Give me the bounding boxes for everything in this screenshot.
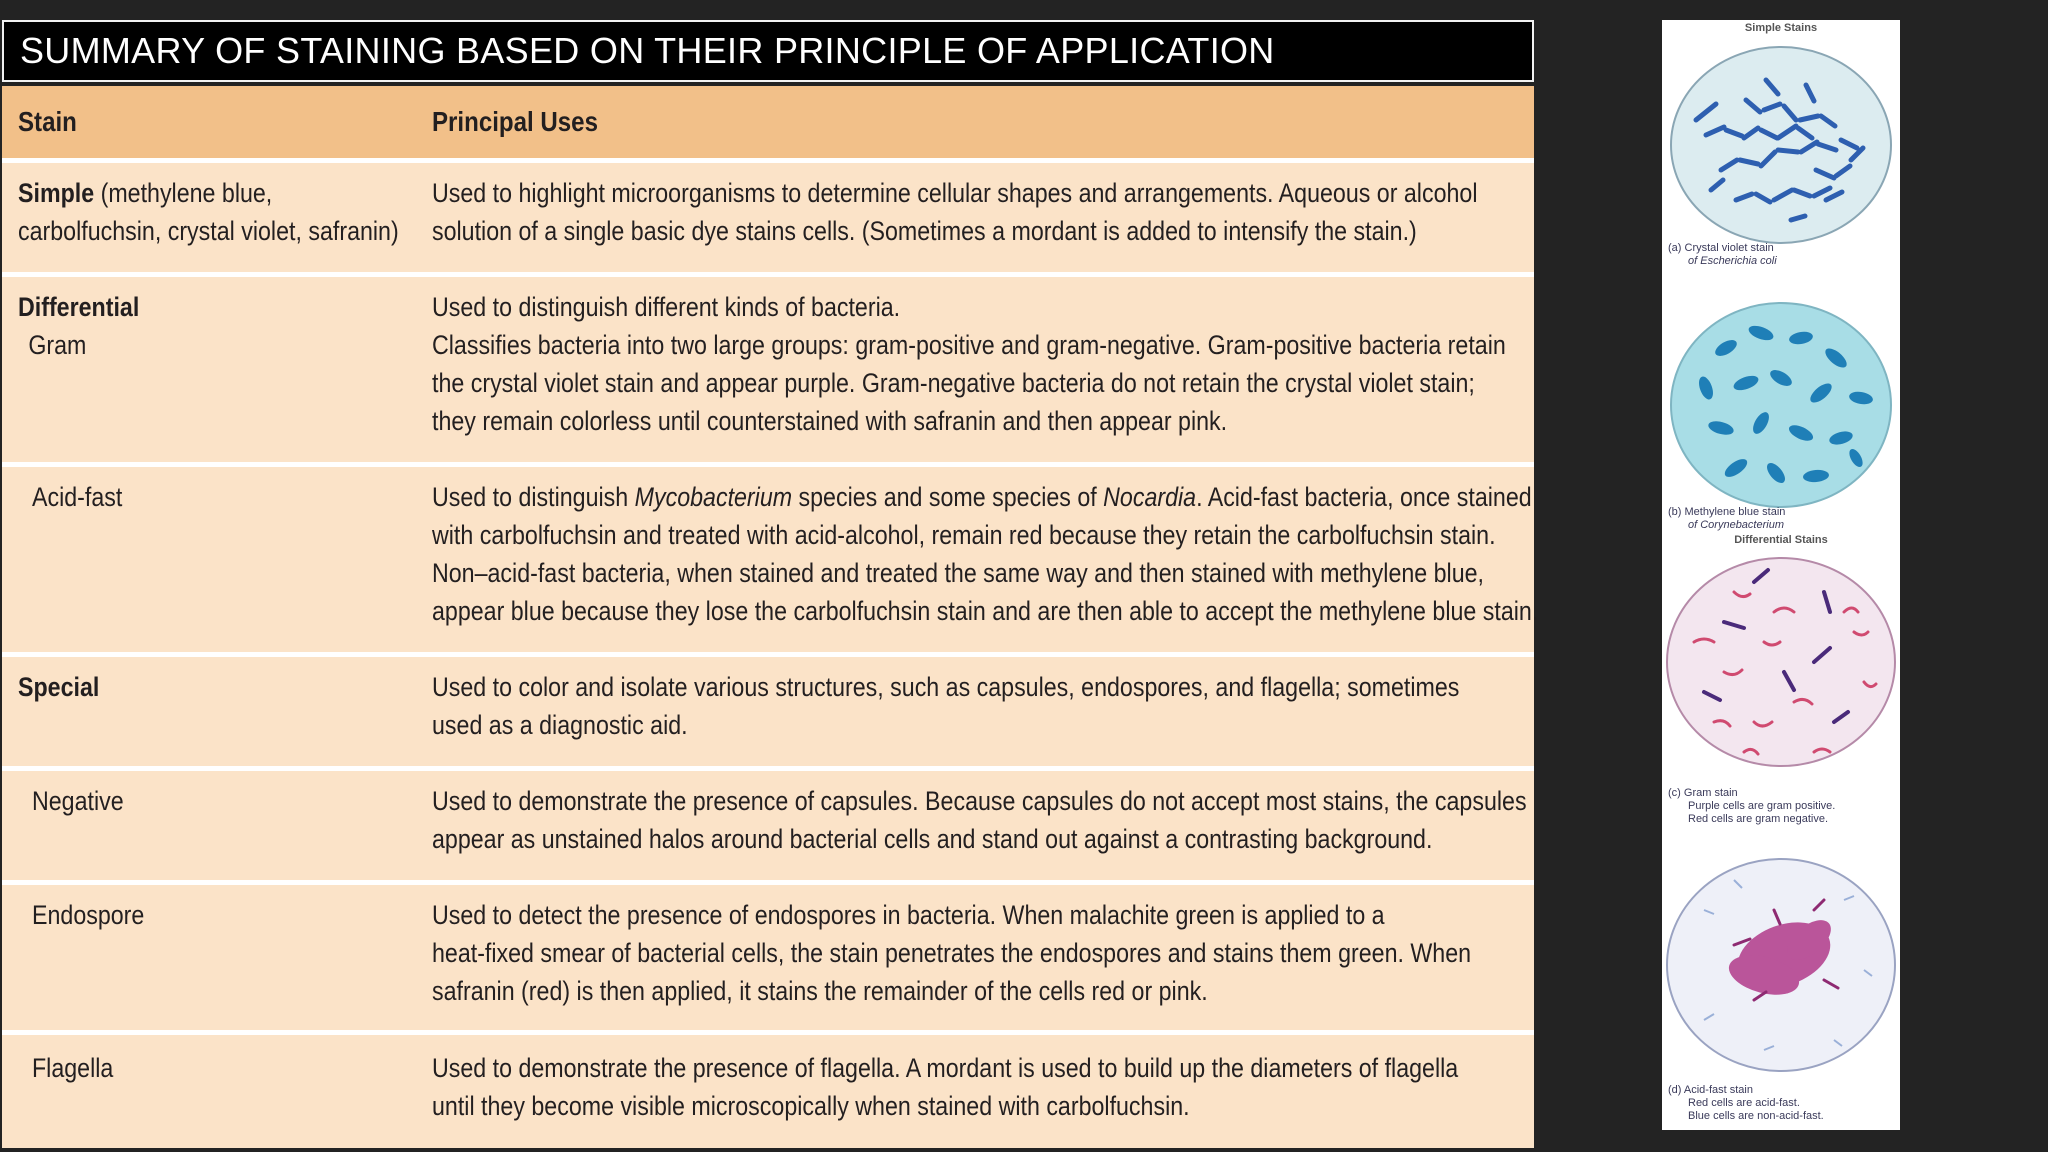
header-stain: Stain (18, 106, 77, 137)
simple-stains-heading: Simple Stains (1744, 22, 1818, 34)
table-header-row (2, 86, 1534, 158)
uses-line: they remain colorless until counterstained with safranin and then appear pink. (432, 406, 1228, 436)
header-principal-uses: Principal Uses (432, 106, 598, 137)
principal-uses (432, 896, 1472, 1010)
stain-name: Negative (32, 786, 124, 816)
acid-fast-micrograph (1664, 850, 1898, 1090)
stain-category: Special (18, 672, 100, 702)
uses-line: Used to demonstrate the presence of flagella. A mordant is used to build up the diameters of flagella (432, 1053, 1459, 1083)
stain-name (18, 288, 353, 364)
uses-line: until they become visible microscopically when stained with carbolfuchsin. (432, 1091, 1190, 1121)
uses-line: safranin (red) is then applied, it stains the remainder of the cells red or pink. (432, 976, 1208, 1006)
principal-uses (432, 1049, 1459, 1125)
stain-name: Flagella (32, 1053, 114, 1083)
uses-line: Used to distinguish Mycobacterium species and some species of Nocardia. Acid-fast bacteria, once stained (432, 482, 1532, 512)
gram-stain-micrograph (1664, 552, 1898, 792)
principal-uses (432, 478, 1539, 630)
genus-mycobacterium: Mycobacterium (634, 482, 793, 512)
uses-line: the crystal violet stain and appear purple. Gram-negative bacteria do not retain the crystal violet stain; (432, 368, 1475, 398)
stain-name: Endospore (32, 900, 145, 930)
stain-category: Simple (18, 178, 95, 208)
uses-line: appear blue because they lose the carbolfuchsin stain and are then able to accept the methylene blue stain. (432, 596, 1539, 626)
uses-line: appear as unstained halos around bacterial cells and stand out against a contrasting background. (432, 824, 1433, 854)
caption-b: (b) Methylene blue stain of Corynebacterium (1668, 506, 1786, 531)
slide-title: SUMMARY OF STAINING BASED ON THEIR PRINCIPLE OF APPLICATION (2, 20, 1534, 82)
uses-line: Used to distinguish different kinds of bacteria. (432, 292, 901, 322)
stain-subtype: Gram (28, 330, 87, 360)
genus-nocardia: Nocardia (1103, 482, 1197, 512)
uses-line: used as a diagnostic aid. (432, 710, 688, 740)
table-row (2, 880, 1534, 1030)
uses-line: Used to detect the presence of endospores in bacteria. When malachite green is applied to a (432, 900, 1385, 930)
caption-a: (a) Crystal violet stain of Escherichia coli (1668, 242, 1777, 267)
crystal-violet-micrograph (1666, 40, 1896, 250)
stain-examples-line2: carbolfuchsin, crystal violet, safranin) (18, 216, 399, 246)
micrograph-figure-panel (1662, 20, 1900, 1130)
uses-line: Non–acid-fast bacteria, when stained and treated the same way and then stained with methylene blue, (432, 558, 1485, 588)
stain-category: Differential (18, 292, 140, 322)
stain-name: Acid-fast (32, 482, 123, 512)
table-row (2, 462, 1539, 652)
table-row (2, 158, 1534, 272)
uses-line: Used to color and isolate various structures, such as capsules, endospores, and flagella; sometimes (432, 672, 1460, 702)
principal-uses (432, 288, 1506, 440)
methylene-blue-micrograph (1666, 298, 1896, 518)
uses-line: Used to demonstrate the presence of capsules. Because capsules do not accept most stains, the capsules (432, 786, 1527, 816)
table-row (2, 652, 1534, 766)
differential-stains-heading: Differential Stains (1734, 534, 1828, 546)
table-row (2, 766, 1534, 880)
uses-line: solution of a single basic dye stains cells. (Sometimes a mordant is added to intensify the stain.) (432, 216, 1417, 246)
caption-d: (d) Acid-fast stain Red cells are acid-fast. Blue cells are non-acid-fast. (1668, 1084, 1824, 1122)
uses-line: with carbolfuchsin and treated with acid-alcohol, remain red because they retain the carbolfuchsin stain. (432, 520, 1496, 550)
stain-name (18, 174, 399, 250)
caption-c: (c) Gram stain Purple cells are gram positive. Red cells are gram negative. (1668, 787, 1836, 825)
staining-summary-table (2, 86, 1539, 1148)
uses-line: heat-fixed smear of bacterial cells, the stain penetrates the endospores and stains them green. When (432, 938, 1472, 968)
stain-examples: (methylene blue, (94, 178, 273, 208)
table-row (2, 272, 1534, 462)
table-row (2, 1030, 1534, 1148)
uses-line: Classifies bacteria into two large groups: gram-positive and gram-negative. Gram-positive bacteria retain (432, 330, 1506, 360)
principal-uses (432, 782, 1527, 858)
uses-line: Used to highlight microorganisms to determine cellular shapes and arrangements. Aqueous or alcohol (432, 178, 1478, 208)
principal-uses (432, 668, 1460, 744)
principal-uses (432, 174, 1478, 250)
